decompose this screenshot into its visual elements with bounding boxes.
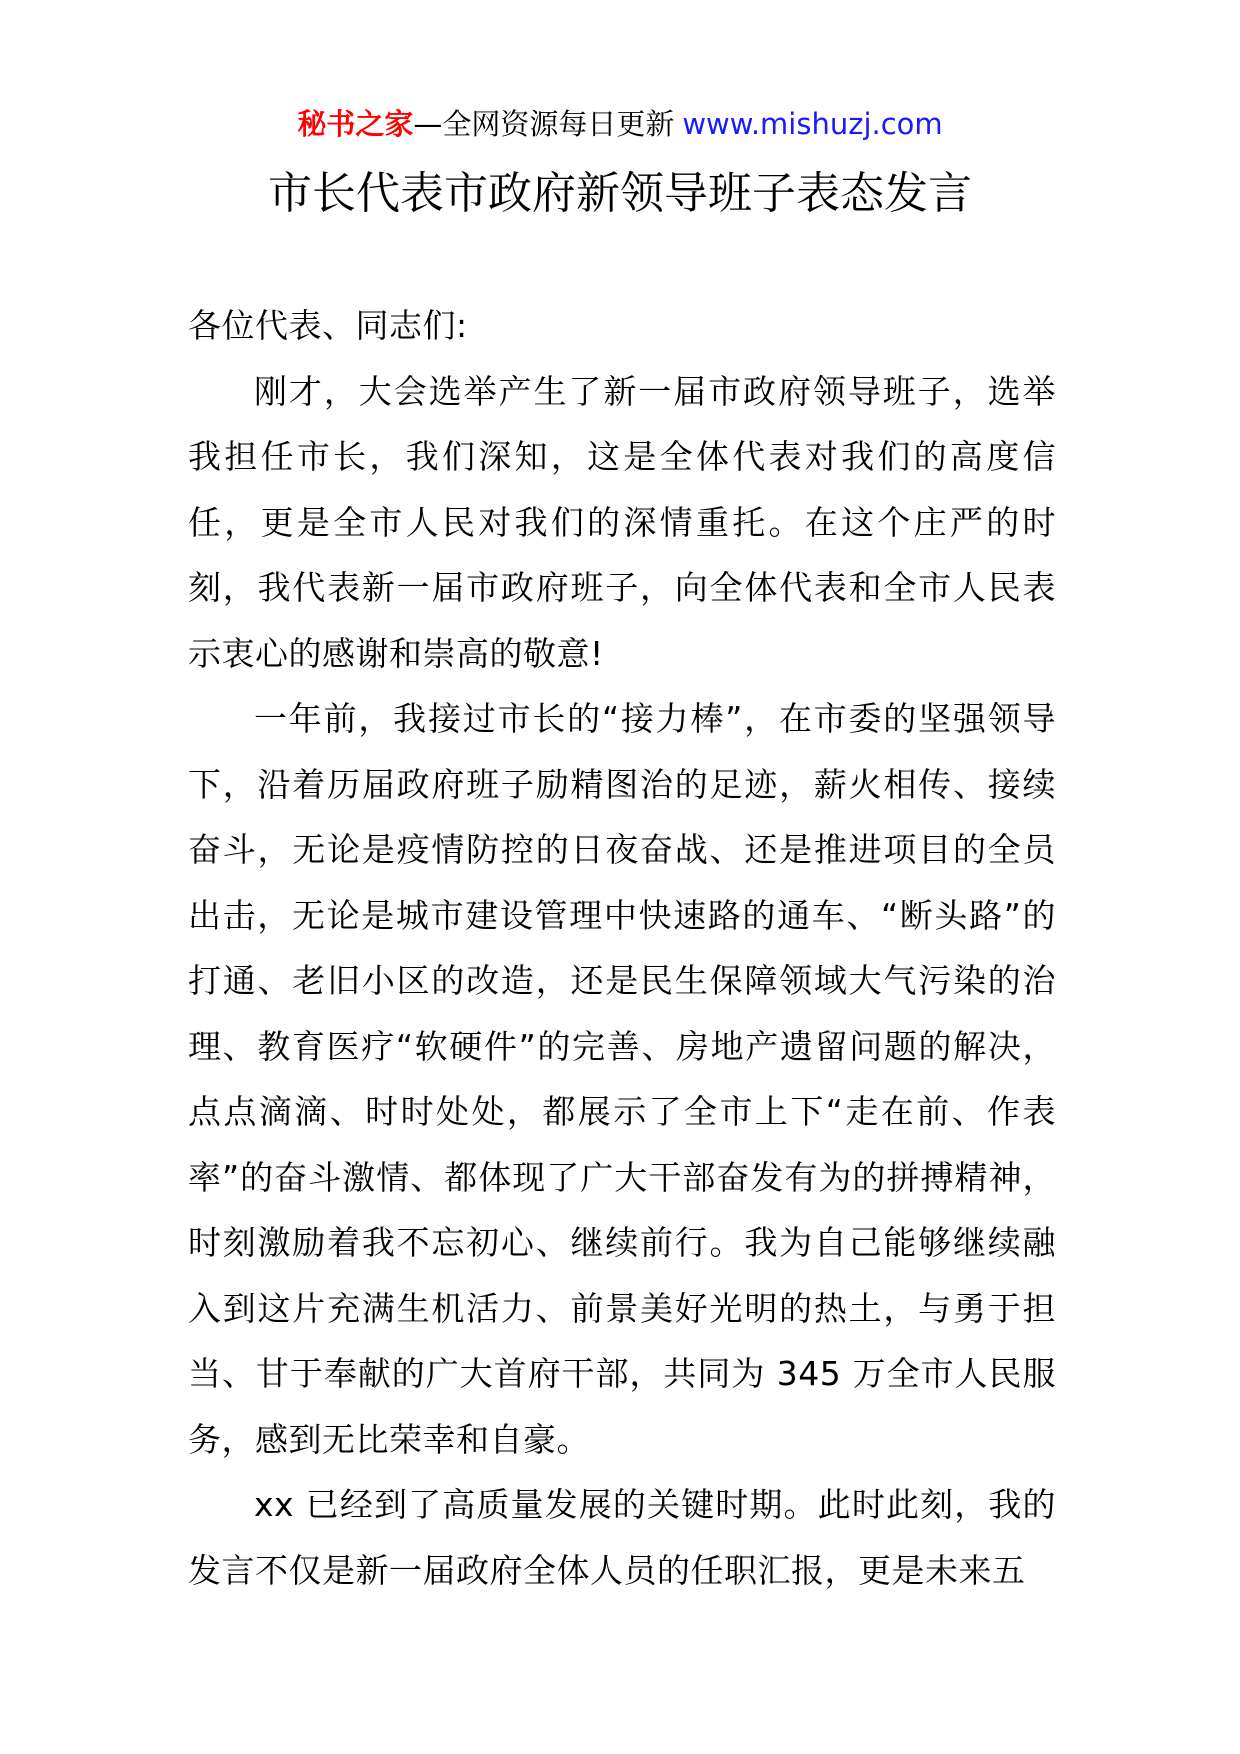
document-title: 市长代表市政府新领导班子表态发言 [268, 168, 972, 219]
paragraph: 一年前，我接过市长的“接力棒”，在市委的坚强领导下，沿着历届政府班子励精图治的足迹，薪火相传、接续奋斗，无论是疫情防控的日夜奋战、还是推进项目的全员出击，无论是城市建设管理中快速路的通车、“断头路”的打通、老旧小区的改造，还是民生保障领域大气污染的治理、教育医疗“软硬件”的完善、房地产遗留问题的解决，点点滴滴、时时处处，都展示了全市上下“走在前、作表率”的奋斗激情、都体现了广大干部奋发有为的拼搏精神，时刻激励着我不忘初心、继续前行。我为自己能够继续融入到这片充满生机活力、前景美好光明的热土，与勇于担当、甘于奉献的广大首府干部，共同为 345 万全市人民服务，感到无比荣幸和自豪。 [188, 699, 1056, 1459]
paragraph: 刚才，大会选举产生了新一届市政府领导班子，选举我担任市长，我们深知，这是全体代表对我们的高度信任，更是全市人民对我们的深情重托。在这个庄严的时刻，我代表新一届市政府班子，向全体代表和全市人民表示衷心的感谢和崇高的敬意! [188, 371, 1056, 673]
site-header [0, 104, 1240, 144]
paragraph: xx 已经到了高质量发展的关键时期。此时此刻，我的发言不仅是新一届政府全体人员的任职汇报，更是未来五 [188, 1485, 1056, 1590]
salutation: 各位代表、同志们: [188, 306, 468, 345]
document-body [188, 293, 1056, 1603]
site-url-link[interactable]: www.mishuzj.com [682, 107, 943, 141]
site-name: 秘书之家 [297, 107, 414, 141]
site-tagline: —全网资源每日更新 [413, 107, 675, 141]
